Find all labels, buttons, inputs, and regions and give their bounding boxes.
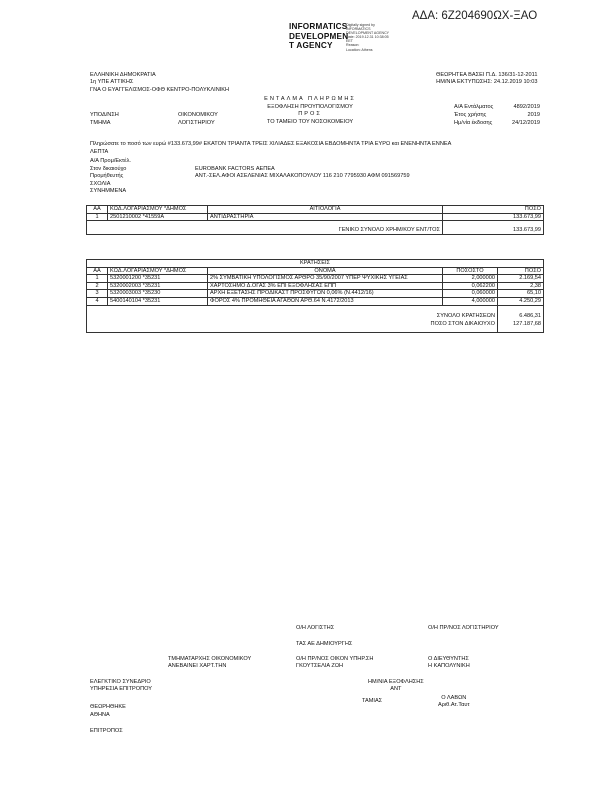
sum-value: 6.486,31 [519, 312, 541, 319]
order-meta-values [500, 104, 540, 127]
value-aa-promitheias [195, 158, 410, 166]
col-poso: ΠΟΣΟ [443, 206, 544, 214]
sig-exoflisi [368, 679, 424, 694]
col-onoma: ΟΝΟΜΑ [208, 267, 443, 275]
sig-exoflisi-date: ΗΜ/ΝΙΑ ΕΞΟΦΛΗΣΗΣ [368, 679, 424, 685]
title-sub: ΕΞΟΦΛΗΣΗ ΠΡΟΥΠΟΛΟΓΙΣΜΟΥ [267, 103, 353, 110]
issuer-ype: 1η ΥΠΕ ΑΤΤΙΚΗΣ [90, 79, 134, 86]
logo-line-3: T AGENCY [289, 41, 333, 50]
net-label: ΠΟΣΟ ΣΤΟΝ ΔΙΚΑΙΟΥΧΟ [430, 320, 495, 327]
label-ypodieuthinsi: ΥΠΟΔ/ΝΣΗ [90, 112, 119, 118]
value-etos: 2019 [527, 111, 540, 118]
row1-poso: 133.673,99 [443, 213, 544, 221]
row3-aa: 3 [87, 290, 108, 298]
col-aa: ΑΑ [87, 267, 108, 275]
sig-tmima-oik-title: ΤΜΗΜΑΤΑΡΧΗΣ ΟΙΚΟΝΟΜΙΚΟΥ [168, 656, 252, 662]
sig-pr-oik-name: ΓΚΟΥΤΣΕΛΙΑ ΖΩΗ [296, 663, 344, 670]
value-promitheutis: ΑΝΤ.-ΣΕΛ.ΑΦΟΙ ΑΣΕΛΕΝΙΑΣ ΜΙΧΑΛΑΚΟΠΟΥΛΟΥ 116 210 7795930 ΑΦΜ 091569759 [195, 173, 410, 180]
row4-onoma: ΦΟΡΟΣ 4% ΠΡΟΜΗΘΕΙΑ ΑΓΑΘΩΝ ΑΡΘ.64 Ν.4172/2013 [208, 297, 443, 305]
row2-aa: 2 [87, 282, 108, 290]
sig-proistamenos-logistiriou: Ο/Η ΠΡ/ΝΟΣ ΛΟΓΙΣΤΗΡΙΟΥ [428, 625, 499, 631]
sig-elegktiko [90, 679, 152, 694]
row2-poso: 2,38 [498, 282, 544, 290]
value-dikaiouxos: EUROBANK FACTORS ΑΕΠΕΑ [195, 165, 275, 172]
row1-onoma: 2% ΣΥΜΒΑΤΙΚΗ ΥΠΟΛΟΓΙΣΜΟΣ ΑΡΘΡΟ 35/90/2007 ΥΠΕΡ ΨΥΧΙΚΗΣ ΥΓΕΙΑΣ [208, 275, 443, 283]
signature-line-7: Location: Athens [346, 47, 373, 52]
sig-dieuthintis-name: Η ΚΑΠΟΛΥΝΙΚΗ [428, 663, 470, 670]
value-hmnia-ekdosis: 24/12/2019 [512, 119, 540, 126]
expense-table-header [87, 206, 544, 214]
signature-line-6: Reason: [346, 43, 360, 48]
value-aa-entalmatos: 4892/2019 [513, 104, 540, 110]
informatics-logo [289, 22, 348, 51]
value-synimmena [195, 188, 410, 196]
table-row [87, 297, 544, 305]
row4-kodikos: 5400140104 *35231 [108, 297, 208, 305]
row4-pososto: 4,000000 [443, 297, 498, 305]
issuer-block [90, 72, 229, 94]
sig-epitropos: ΕΠΙΤΡΟΠΟΣ [90, 728, 123, 734]
col-pososto: ΠΟΣΟΣΤΟ [443, 267, 498, 275]
col-aitiologia: ΑΙΤΙΟΛΟΓΙΑ [208, 206, 443, 214]
table-row [87, 290, 544, 298]
title-pros: ΠΡΟΣ [298, 111, 322, 118]
label-aa-promitheias: Α/Α Προμ/Εκτέλ. [90, 158, 131, 164]
table-row [87, 282, 544, 290]
col-kodikos: ΚΩΔ.ΛΟΓΑΡΙΑΣΜΟΥ *ΔΗΜΟΣ [108, 206, 208, 214]
label-promitheutis: Προμήθευτής [90, 173, 124, 180]
theoritea: ΘΕΩΡΗΤΕΑ ΒΑΣΕΙ Π.Δ. 136/31-12-2011 [436, 72, 538, 78]
print-date: ΗΜ/ΝΙΑ ΕΚΤΥΠΩΣΗΣ: 24.12.2019 10:03 [436, 79, 538, 86]
sig-labon-id: Αριθ.Ατ.Ταυτ [438, 702, 470, 709]
value-ypodieuthinsi: ΟΙΚΟΝΟΜΙΚΟΥ [178, 112, 218, 118]
department-values [178, 112, 218, 127]
label-hmnia-ekdosis: Ημ/νία έκδοσης [454, 119, 493, 126]
row1-kodikos: 2501210002 *41559Α [108, 213, 208, 221]
sig-elegktiko-sub: ΥΠΗΡΕΣΙΑ ΕΠΙΤΡΟΠΟΥ [90, 686, 153, 693]
signature-line-5: EET [346, 39, 353, 44]
title-main: ΕΝΤΑΛΜΑ ΠΛΗΡΩΜΗΣ [264, 96, 356, 102]
sig-labon [438, 695, 470, 710]
deductions-table [86, 259, 544, 333]
row1-kodikos: 5320001200 *35231 [108, 275, 208, 283]
row3-kodikos: 5320003003 *35230 [108, 290, 208, 298]
details-labels [90, 158, 131, 196]
label-synimmena: ΣΥΝΗΜΜΕΝΑ [90, 188, 127, 195]
row1-pososto: 2,000000 [443, 275, 498, 283]
label-sxolia: ΣΧΟΛΙΑ [90, 180, 111, 187]
deductions-caption: ΚΡΑΤΗΣΕΙΣ [87, 260, 544, 268]
sig-tameias-dimiourgias: ΤΑΣ ΑΕ ΔΗΜΙΟΥΡΓΗΣ [296, 641, 353, 647]
col-poso: ΠΟΣΟ [498, 267, 544, 275]
signature-line-2: INFORMATICS [346, 27, 371, 32]
col-kodikos: ΚΩΔ.ΛΟΓΑΡΙΑΣΜΟΥ *ΔΗΜΟΣ [108, 267, 208, 275]
label-aa-entalmatos: Α/Α Εντάλματος [454, 104, 494, 110]
ada-number: ΑΔΑ: 6Ζ204690ΩΧ-ΞΑΟ [412, 10, 538, 22]
sig-pr-oikonomikis [296, 656, 373, 671]
value-tmima: ΛΟΓΙΣΤΗΡΙΟΥ [178, 119, 215, 126]
row1-aa: 1 [87, 275, 108, 283]
row2-pososto: 0,062200 [443, 282, 498, 290]
sig-tmima-oik-name: ΑΝΕΒΑΙΝΕΙ ΧΑΡΤ.ΤΗΝ [168, 663, 227, 670]
row1-aitiologia: ΑΝΤΙΔΡΑΣΤΗΡΙΑ [208, 213, 443, 221]
logo-line-2: DEVELOPMEN [289, 31, 349, 41]
issuer-hospital: ΓΝΑ Ο ΕΥΑΓΓΕΛΙΣΜΟΣ-ΟΦΘ ΚΕΝΤΡΟ-ΠΟΛΥΚΛΙΝΙΚΗ [90, 86, 230, 93]
deductions-summary-row [87, 305, 544, 332]
print-info [436, 72, 537, 87]
table-row [87, 275, 544, 283]
sum-label: ΣΥΝΟΛΟ ΚΡΑΤΗΣΕΩΝ [436, 312, 495, 319]
table-row [87, 213, 544, 221]
sig-dieuthintis-title: Ο ΔΙΕΥΘΥΝΤΗΣ [428, 656, 469, 662]
sig-tameias: ΤΑΜΙΑΣ [362, 698, 383, 704]
col-aa: ΑΑ [87, 206, 108, 214]
document-title [230, 96, 390, 126]
digital-signature [346, 23, 389, 52]
row3-pososto: 0,060000 [443, 290, 498, 298]
value-sxolia [195, 181, 410, 189]
sig-theorithike-place: ΑΘΗΝΑ [90, 711, 110, 718]
sig-logistis: Ο/Η ΛΟΓΙΣΤΗΣ [296, 625, 335, 631]
department-labels [90, 112, 119, 127]
label-etos: Έτος χρήσης [454, 111, 487, 118]
total-label: ΓΕΝΙΚΟ ΣΥΝΟΛΟ ΧΡΗΜ/ΚΟΥ ΕΝΤ/ΤΟΣ [87, 221, 443, 235]
details-values [195, 158, 410, 196]
row4-aa: 4 [87, 297, 108, 305]
deductions-header [87, 267, 544, 275]
title-tameio: ΤΟ ΤΑΜΕΙΟ ΤΟΥ ΝΟΣΟΚΟΜΕΙΟΥ [266, 118, 354, 125]
label-tmima: ΤΜΗΜΑ [90, 119, 111, 126]
row4-poso: 4.250,29 [498, 297, 544, 305]
signature-line-1: Digitally signed by [346, 23, 375, 27]
row2-kodikos: 5320002003 *35231 [108, 282, 208, 290]
row1-poso: 2.169,54 [498, 275, 544, 283]
total-value: 133.673,99 [443, 221, 544, 235]
summary-values [498, 305, 544, 332]
summary-labels [87, 305, 498, 332]
sig-theorithike [90, 704, 126, 719]
row1-aa: 1 [87, 213, 108, 221]
signature-line-3: DEVELOPMENT AGENCY [346, 31, 390, 36]
issuer-country: ΕΛΛΗΝΙΚΗ ΔΗΜΟΚΡΑΤΙΑ [90, 72, 156, 78]
sig-exoflisi-ant: ΑΝΤ [390, 686, 402, 693]
sig-elegktiko-title: ΕΛΕΓΚΤΙΚΟ ΣΥΝΕΔΡΙΟ [90, 679, 151, 685]
payment-amount-text [90, 141, 550, 156]
label-dikaiouxos: Στον δικαιούχο [90, 165, 127, 172]
row3-onoma: ΑΡΧΗ ΕΞΕΤΑΣΗΣ ΠΡΟΔΙΚΑΣΤ ΠΡΟΣΦΥΓΩΝ 0,06% (Ν.4412/16) [208, 290, 443, 298]
order-meta-labels [454, 104, 493, 127]
sig-pr-oik-title: Ο/Η ΠΡ/ΝΟΣ ΟΙΚΟΝ ΥΠΗΡ.ΣΗ [296, 656, 374, 662]
signature-line-4: Date: 2019.12.31 10:38:05 [346, 35, 389, 40]
deductions-caption-row [87, 260, 544, 268]
net-value: 127.187,68 [513, 320, 541, 327]
sig-labon-title: Ο ΛΑΒΩΝ [441, 695, 467, 701]
expense-total-row [87, 221, 544, 235]
logo-line-1: INFORMATICS [289, 22, 348, 31]
payment-line-2: ΛΕΠΤΑ [90, 148, 109, 155]
row2-onoma: ΧΑΡΤΟΣΗΜΟ Δ.ΟΓΑΣ 3% ΕΠΙ ΕΞΟΦΛΗΣΑΣ ΕΠΠ [208, 282, 443, 290]
sig-theorithike-title: ΘΕΩΡΗΘΗΚΕ [90, 704, 126, 710]
payment-line-1: Πληρώσατε το ποσό των ευρώ #133.673,99# ΕΚΑΤΟΝ ΤΡΙΑΝΤΑ ΤΡΕΙΣ ΧΙΛΙΑΔΕΣ ΕΞΑΚΟΣΙΑ ΕΒΔΟΜΗΝΤΑ ΤΡΙΑ ΕΥΡΩ και ΕΝΕΝΗΝΤΑ ΕΝΝΕΑ [90, 141, 452, 147]
expense-table [86, 205, 544, 235]
row3-poso: 65,10 [498, 290, 544, 298]
sig-dieuthintis [428, 656, 470, 671]
sig-tmimatarxis-oikonomikou [168, 656, 251, 671]
